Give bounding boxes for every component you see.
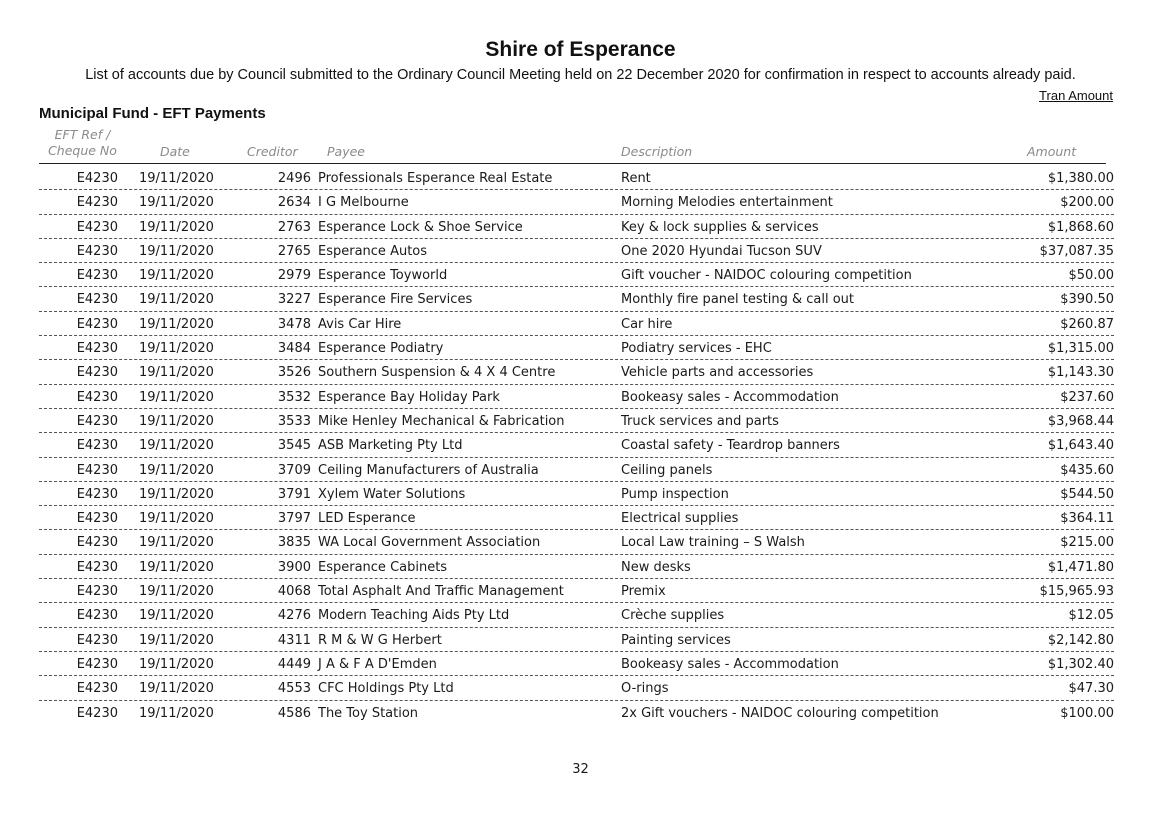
cell-payee: J A & F A D'Emden [318,656,437,672]
cell-amount: $47.30 [1068,681,1114,697]
cell-ref: E4230 [76,365,118,381]
cell-description: Premix [621,584,666,600]
table-row [39,628,1114,652]
cell-date: 19/11/2020 [139,438,214,454]
cell-date: 19/11/2020 [139,341,214,357]
cell-ref: E4230 [76,292,118,308]
cell-date: 19/11/2020 [139,316,214,332]
cell-creditor: 3900 [277,559,311,575]
cell-ref: E4230 [76,171,118,186]
cell-date: 19/11/2020 [139,681,214,697]
cell-date: 19/11/2020 [139,171,214,186]
cell-date: 19/11/2020 [139,462,214,478]
tran-amount-label: Tran Amount [1039,88,1113,103]
cell-amount: $2,142.80 [1047,632,1114,648]
cell-description: Ceiling panels [621,462,713,478]
cell-date: 19/11/2020 [139,268,214,284]
cell-payee: Esperance Lock & Shoe Service [318,219,523,235]
cell-creditor: 4553 [277,681,311,697]
cell-ref: E4230 [76,511,118,527]
cell-payee: Ceiling Manufacturers of Australia [318,462,539,478]
cell-date: 19/11/2020 [139,608,214,624]
cell-payee: Esperance Podiatry [318,341,444,357]
table-row [39,603,1114,627]
cell-creditor: 3797 [277,511,311,527]
fund-section-title: Municipal Fund - EFT Payments [39,105,266,122]
cell-payee: Total Asphalt And Traffic Management [318,584,564,600]
cell-description: Podiatry services - EHC [621,341,772,357]
table-row [39,166,1114,190]
cell-amount: $3,968.44 [1047,413,1114,429]
cell-amount: $50.00 [1068,268,1114,284]
cell-amount: $390.50 [1060,292,1114,308]
cell-ref: E4230 [76,681,118,697]
cell-date: 19/11/2020 [139,705,214,721]
cell-creditor: 3484 [277,341,311,357]
cell-payee: The Toy Station [318,705,419,721]
cell-payee: Modern Teaching Aids Pty Ltd [318,608,510,624]
column-header-ref-line2: Cheque No [48,143,117,158]
cell-date: 19/11/2020 [139,195,214,211]
cell-creditor: 4276 [277,608,311,624]
cell-creditor: 3835 [277,535,311,551]
column-header-creditor: Creditor [247,144,298,159]
cell-amount: $215.00 [1060,535,1114,551]
table-row [39,190,1114,214]
table-row [39,385,1114,409]
cell-ref: E4230 [76,413,118,429]
cell-payee: WA Local Government Association [318,535,541,551]
cell-description: Rent [621,171,651,186]
cell-amount: $237.60 [1060,389,1114,405]
cell-payee: Xylem Water Solutions [318,486,466,502]
cell-amount: $1,471.80 [1047,559,1114,575]
table-row [39,312,1114,336]
table-row [39,239,1114,263]
cell-description: Electrical supplies [621,511,739,527]
cell-creditor: 3526 [277,365,311,381]
cell-payee: Professionals Esperance Real Estate [318,171,553,186]
cell-payee: Esperance Autos [318,243,428,259]
cell-date: 19/11/2020 [139,292,214,308]
cell-amount: $1,643.40 [1047,438,1114,454]
table-row [39,530,1114,554]
cell-date: 19/11/2020 [139,486,214,502]
cell-ref: E4230 [76,705,118,721]
cell-amount: $1,315.00 [1047,341,1114,357]
cell-description: Crèche supplies [621,608,725,624]
column-header-date: Date [160,144,190,159]
cell-ref: E4230 [76,656,118,672]
cell-ref: E4230 [76,608,118,624]
cell-ref: E4230 [76,462,118,478]
cell-description: Bookeasy sales - Accommodation [621,389,839,405]
cell-payee: CFC Holdings Pty Ltd [318,681,454,697]
cell-date: 19/11/2020 [139,389,214,405]
cell-description: Monthly fire panel testing & call out [621,292,854,308]
cell-description: O-rings [621,681,669,697]
cell-creditor: 3533 [277,413,311,429]
table-row [39,263,1114,287]
cell-ref: E4230 [76,389,118,405]
cell-date: 19/11/2020 [139,243,214,259]
cell-description: Key & lock supplies & services [621,219,819,235]
cell-date: 19/11/2020 [139,632,214,648]
cell-date: 19/11/2020 [139,535,214,551]
cell-date: 19/11/2020 [139,365,214,381]
cell-amount: $1,868.60 [1047,219,1114,235]
cell-amount: $12.05 [1068,608,1114,624]
cell-creditor: 3709 [277,462,311,478]
cell-payee: I G Melbourne [318,195,409,211]
table-row [39,482,1114,506]
cell-payee: Southern Suspension & 4 X 4 Centre [318,365,556,381]
cell-description: One 2020 Hyundai Tucson SUV [621,243,822,259]
cell-ref: E4230 [76,219,118,235]
column-header-description: Description [621,144,693,159]
cell-payee: Esperance Bay Holiday Park [318,389,500,405]
table-row [39,555,1114,579]
cell-creditor: 3478 [277,316,311,332]
cell-ref: E4230 [76,632,118,648]
cell-amount: $364.11 [1060,511,1114,527]
document-title: Shire of Esperance [485,38,676,61]
cell-amount: $100.00 [1060,705,1114,721]
table-row [39,506,1114,530]
cell-amount: $200.00 [1060,195,1114,211]
cell-ref: E4230 [76,486,118,502]
cell-creditor: 2496 [277,171,311,186]
table-row [39,215,1114,239]
cell-description: Coastal safety - Teardrop banners [621,438,840,454]
column-header-payee: Payee [327,144,365,159]
table-row [39,652,1114,676]
cell-payee: LED Esperance [318,511,416,527]
cell-ref: E4230 [76,438,118,454]
cell-ref: E4230 [76,243,118,259]
table-row [39,433,1114,457]
cell-description: Local Law training – S Walsh [621,535,805,551]
cell-description: New desks [621,559,691,575]
cell-ref: E4230 [76,584,118,600]
cell-creditor: 4586 [277,705,311,721]
cell-date: 19/11/2020 [139,559,214,575]
cell-creditor: 3545 [277,438,311,454]
cell-amount: $1,302.40 [1047,656,1114,672]
cell-description: Truck services and parts [621,413,779,429]
table-row [39,409,1114,433]
table-row [39,458,1114,482]
cell-amount: $1,143.30 [1047,365,1114,381]
cell-creditor: 3791 [277,486,311,502]
cell-description: Morning Melodies entertainment [621,195,833,211]
cell-ref: E4230 [76,268,118,284]
cell-payee: Esperance Toyworld [318,268,448,284]
cell-ref: E4230 [76,341,118,357]
cell-ref: E4230 [76,316,118,332]
cell-payee: Avis Car Hire [318,316,402,332]
cell-creditor: 4311 [277,632,311,648]
cell-creditor: 2979 [277,268,311,284]
cell-amount: $544.50 [1060,486,1114,502]
cell-creditor: 4449 [277,656,311,672]
table-row [39,701,1114,725]
cell-creditor: 2765 [277,243,311,259]
page-number: 32 [572,762,589,777]
cell-ref: E4230 [76,559,118,575]
cell-ref: E4230 [76,195,118,211]
cell-description: Pump inspection [621,486,729,502]
cell-description: Gift voucher - NAIDOC colouring competition [621,268,912,284]
cell-amount: $1,380.00 [1047,171,1114,186]
cell-payee: Mike Henley Mechanical & Fabrication [318,413,565,429]
header-divider [39,163,1106,164]
table-row [39,360,1114,384]
cell-date: 19/11/2020 [139,584,214,600]
cell-payee: R M & W G Herbert [318,632,442,648]
cell-amount: $260.87 [1060,316,1114,332]
column-header-amount: Amount [1027,144,1077,159]
cell-date: 19/11/2020 [139,656,214,672]
cell-ref: E4230 [76,535,118,551]
cell-amount: $37,087.35 [1039,243,1114,259]
cell-payee: Esperance Cabinets [318,559,448,575]
cell-description: Painting services [621,632,731,648]
table-row [39,336,1114,360]
table-row [39,676,1114,700]
cell-date: 19/11/2020 [139,219,214,235]
cell-payee: Esperance Fire Services [318,292,473,308]
document-subtitle: List of accounts due by Council submitted to the Ordinary Council Meeting held on 22 December 2020 for confirmation in respect to accounts already paid. [85,67,1076,83]
cell-creditor: 3532 [277,389,311,405]
cell-creditor: 3227 [277,292,311,308]
column-header-ref-line1: EFT Ref / [54,127,111,142]
payments-table [39,166,1114,725]
cell-date: 19/11/2020 [139,413,214,429]
cell-description: Vehicle parts and accessories [621,365,814,381]
cell-date: 19/11/2020 [139,511,214,527]
cell-creditor: 2763 [277,219,311,235]
cell-description: Bookeasy sales - Accommodation [621,656,839,672]
cell-description: Car hire [621,316,673,332]
table-row [39,579,1114,603]
table-row [39,287,1114,311]
cell-creditor: 4068 [277,584,311,600]
cell-creditor: 2634 [277,195,311,211]
cell-description: 2x Gift vouchers - NAIDOC colouring competition [621,705,939,721]
cell-amount: $15,965.93 [1039,584,1114,600]
cell-payee: ASB Marketing Pty Ltd [318,438,463,454]
cell-amount: $435.60 [1060,462,1114,478]
column-header-ref [45,127,120,159]
